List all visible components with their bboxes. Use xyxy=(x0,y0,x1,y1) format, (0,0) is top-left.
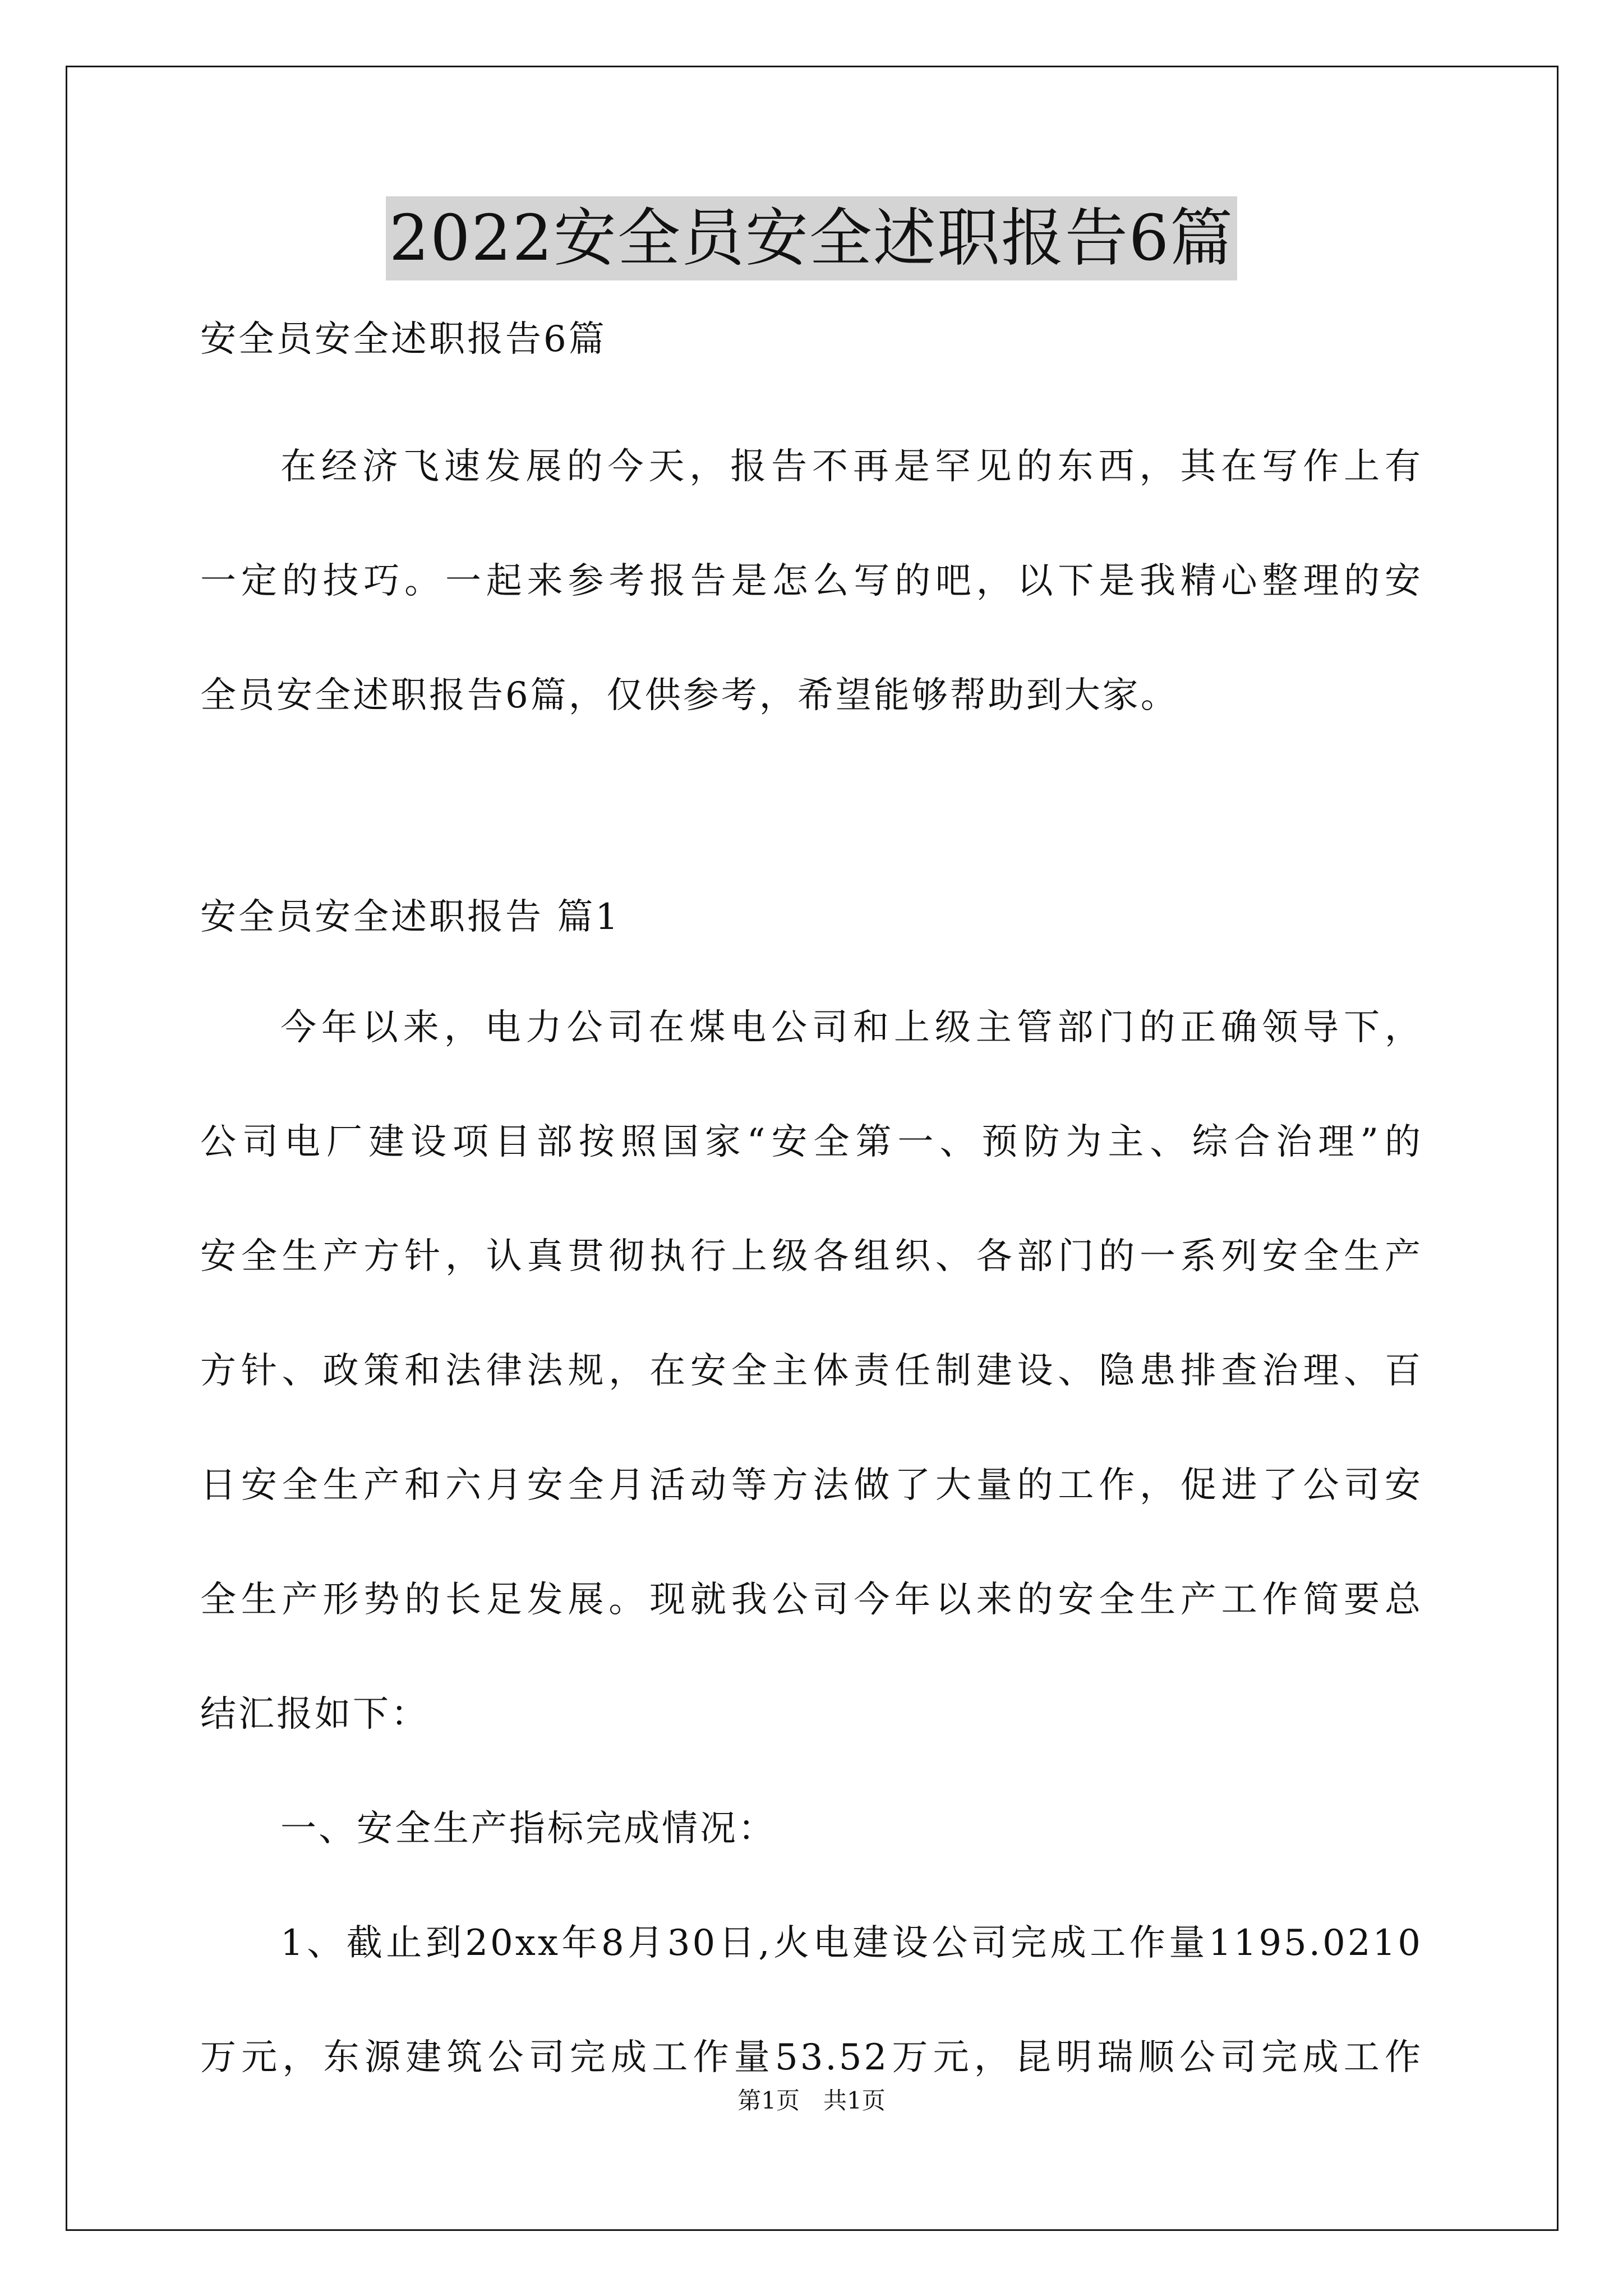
title-container xyxy=(0,196,1623,280)
subheading: 一、安全生产指标完成情况： xyxy=(280,1808,776,1849)
body-line-6: 全生产形势的长足发展。现就我公司今年以来的安全生产工作简要总 xyxy=(200,1579,1423,1621)
document-subtitle: 安全员安全述职报告6篇 xyxy=(200,319,607,360)
section-heading: 安全员安全述职报告 篇1 xyxy=(200,896,621,938)
body-line-2: 公司电厂建设项目部按照国家“安全第一、预防为主、综合治理”的 xyxy=(200,1121,1423,1163)
page-footer: 第1页 共1页 xyxy=(737,2087,886,2114)
item-line-2: 万元，东源建筑公司完成工作量53.52万元，昆明瑞顺公司完成工作 xyxy=(200,2037,1423,2078)
intro-line-3: 全员安全述职报告6篇，仅供参考，希望能够帮助到大家。 xyxy=(200,675,1179,716)
body-line-4: 方针、政策和法律法规，在安全主体责任制建设、隐患排查治理、百 xyxy=(200,1350,1423,1392)
item-line-1: 1、截止到20xx年8月30日,火电建设公司完成工作量1195.0210 xyxy=(280,1922,1423,1964)
body-line-1: 今年以来，电力公司在煤电公司和上级主管部门的正确领导下， xyxy=(280,1007,1423,1048)
body-line-7: 结汇报如下： xyxy=(200,1694,429,1735)
intro-line-1: 在经济飞速发展的今天，报告不再是罕见的东西，其在写作上有 xyxy=(280,446,1423,487)
body-line-5: 日安全生产和六月安全月活动等方法做了大量的工作，促进了公司安 xyxy=(200,1465,1423,1506)
intro-line-2: 一定的技巧。一起来参考报告是怎么写的吧，以下是我精心整理的安 xyxy=(200,560,1423,602)
document-title: 2022安全员安全述职报告6篇 xyxy=(386,196,1237,280)
body-line-3: 安全生产方针，认真贯彻执行上级各组织、各部门的一系列安全生产 xyxy=(200,1236,1423,1277)
